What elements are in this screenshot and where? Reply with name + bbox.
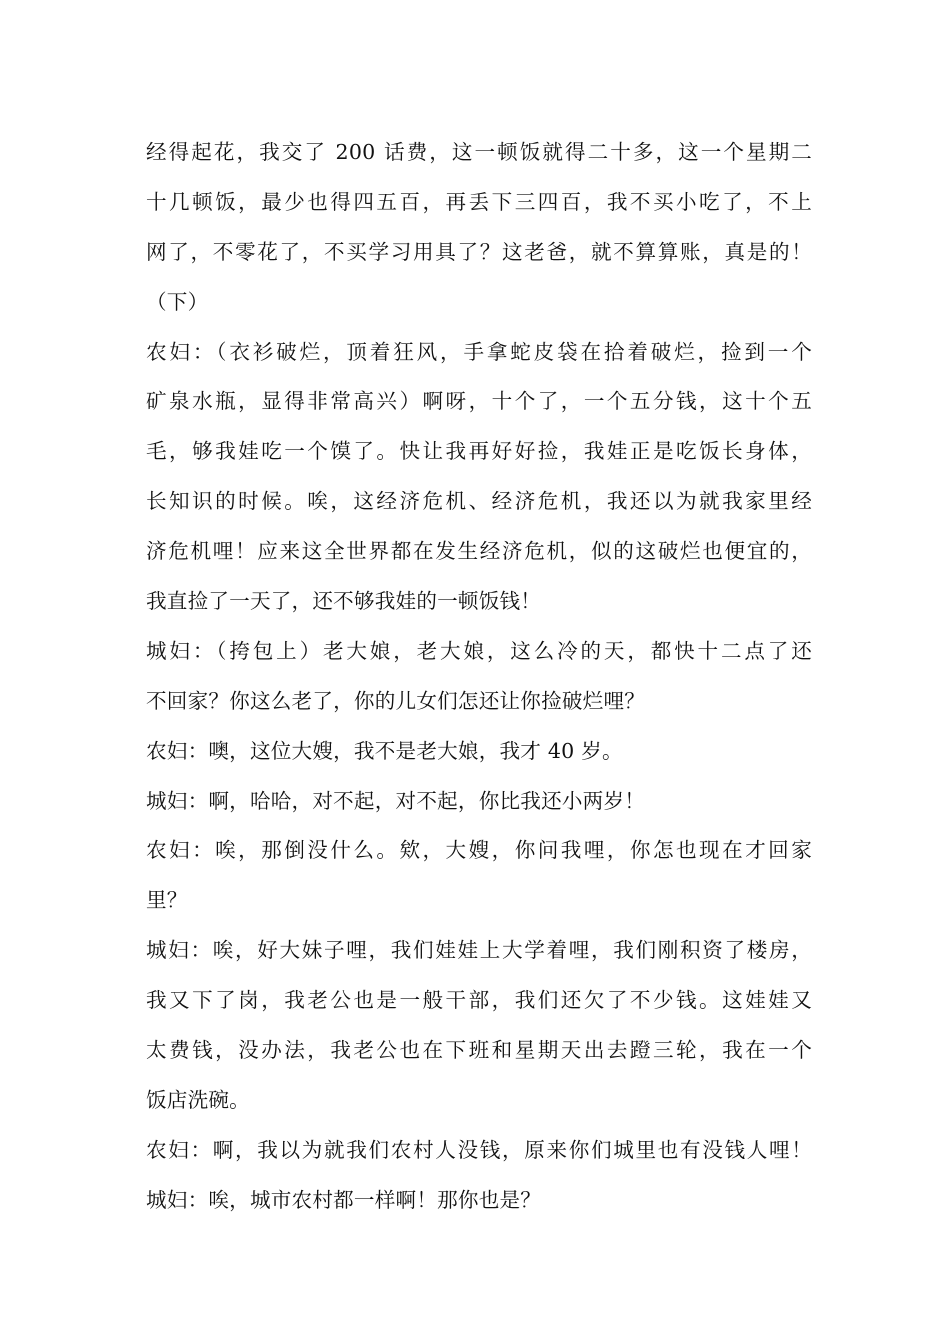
text-line: 网了，不零花了，不买学习用具了？这老爸，就不算算账，真是的！ bbox=[146, 239, 812, 264]
text-line: 不回家？你这么老了，你的儿女们怎还让你捡破烂哩？ bbox=[146, 688, 646, 713]
text-line: 里？ bbox=[146, 888, 188, 913]
text-line: 城妇：唉，好大妹子哩，我们娃娃上大学着哩，我们刚积资了楼房， bbox=[146, 938, 812, 963]
text-line: 我又下了岗，我老公也是一般干部，我们还欠了不少钱。这娃娃又 bbox=[146, 988, 812, 1013]
text-line: （下） bbox=[146, 289, 209, 314]
text-line: 城妇：啊，哈哈，对不起，对不起，你比我还小两岁！ bbox=[146, 788, 646, 813]
text-line: 农妇：噢，这位大嫂，我不是老大娘，我才 40 岁。 bbox=[146, 738, 623, 763]
text-line: 矿泉水瓶，显得非常高兴）啊呀，十个了，一个五分钱，这十个五 bbox=[146, 389, 812, 414]
text-line: 饭店洗碗。 bbox=[146, 1087, 250, 1112]
text-line: 农妇：唉，那倒没什么。欸，大嫂，你问我哩，你怎也现在才回家 bbox=[146, 838, 812, 863]
text-line: 毛，够我娃吃一个馍了。快让我再好好捡，我娃正是吃饭长身体， bbox=[146, 439, 812, 464]
text-line: 农妇：啊，我以为就我们农村人没钱，原来你们城里也有没钱人哩！ bbox=[146, 1137, 812, 1162]
script-text-body bbox=[146, 128, 812, 1226]
text-line: 十几顿饭，最少也得四五百，再丢下三四百，我不买小吃了，不上 bbox=[146, 189, 812, 214]
text-line: 经得起花，我交了 200 话费，这一顿饭就得二十多，这一个星期二 bbox=[146, 140, 812, 164]
text-line: 长知识的时候。唉，这经济危机、经济危机，我还以为就我家里经 bbox=[146, 489, 812, 514]
text-line: 太费钱，没办法，我老公也在下班和星期天出去蹬三轮，我在一个 bbox=[146, 1038, 812, 1063]
text-line: 农妇：（衣衫破烂，顶着狂风，手拿蛇皮袋在拾着破烂，捡到一个 bbox=[146, 339, 812, 364]
text-line: 济危机哩！应来这全世界都在发生经济危机，似的这破烂也便宜的， bbox=[146, 539, 812, 564]
text-line: 城妇：唉，城市农村都一样啊！那你也是？ bbox=[146, 1187, 542, 1212]
text-line: 我直捡了一天了，还不够我娃的一顿饭钱！ bbox=[146, 589, 542, 614]
text-line: 城妇：（挎包上）老大娘，老大娘，这么冷的天，都快十二点了还 bbox=[146, 638, 812, 663]
